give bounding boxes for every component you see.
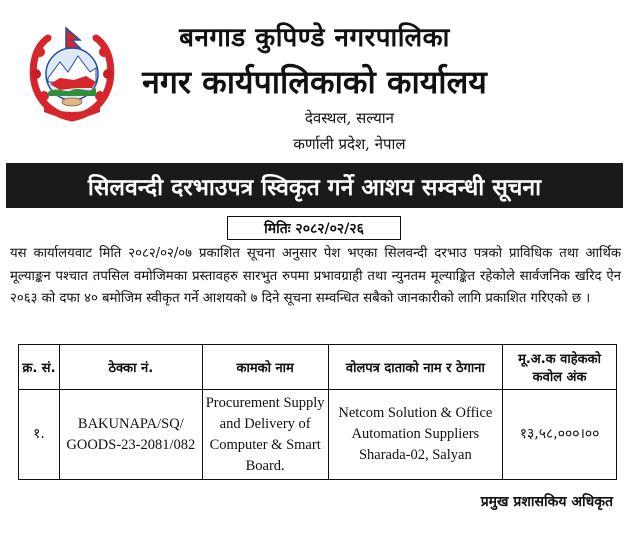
col-header-sn: क्र. सं. [19,345,60,390]
col-header-contract-no: ठेक्का नं. [59,345,202,390]
cell-contract-no: BAKUNAPA/SQ/ GOODS-23-2081/082 [59,390,202,480]
notice-body: यस कार्यालयवाट मिति २०८२/०२/०७ प्रकाशित सूचना अनुसार पेश भएका सिलवन्दी दरभाउ पत्रको प्राविधिक तथा आर्थिक मूल्याङ्कन पश्चात तपसिल वमोजिमका प्रस्तावहरु सारभुत रुपमा प्रभावग्राही तथा न्युनतम मूल्याङ्कित रहेकोले सार्वजनिक खरिद ऐन २०६३ को दफा ४० बमोजिम स्वीकृत गर्ने आशयको ७ दिने सूचना सम्वन्धित सबैको जानकारीको लागि प्रकाशित गरिएको छ । [10,246,621,306]
signatory-title: प्रमुख प्रशासकिय अधिकृत [480,494,613,510]
col-header-bidder: वोलपत्र दाताको नाम र ठेगाना [328,345,503,390]
table-header-row [19,345,617,390]
cell-sn: १. [19,390,60,480]
table-row [19,390,617,480]
cell-bidder: Netcom Solution & Office Automation Suppliers Sharada-02, Salyan [328,390,503,480]
municipality-name: बनगाड कुपिण्डे नगरपालिका [179,23,450,53]
col-header-amount: मू.अ.क वाहेकको कवोल अंक [503,345,617,390]
cell-work-name: Procurement Supply and Delivery of Computer & Smart Board. [202,390,328,480]
office-name: नगर कार्यपालिकाको कार्यालय [142,63,487,101]
cell-amount: १३,५८,०००।०० [503,390,617,480]
notice-date: मितिः २०८२/०२/२६ [264,220,364,237]
notice-date-box [227,216,401,240]
notice-title-banner [6,163,623,208]
tender-table [18,344,617,480]
notice-title: सिलवन्दी दरभाउपत्र स्विकृत गर्ने आशय सम्वन्धी सूचना [87,173,542,201]
office-province: कर्णाली प्रदेश, नेपाल [293,135,406,153]
col-header-work-name: कामको नाम [202,345,328,390]
office-address: देवस्थल, सल्यान [304,109,395,127]
